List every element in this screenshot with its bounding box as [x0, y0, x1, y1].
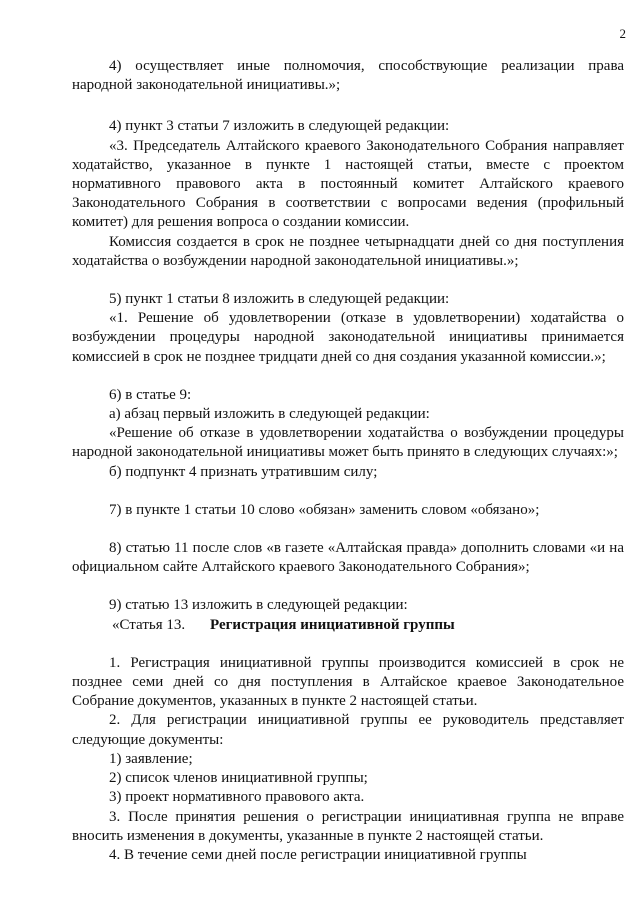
paragraph: 9) статью 13 изложить в следующей редакции:: [109, 597, 408, 614]
paragraph: 3. После принятия решения о регистрации инициативная группа не вправе вносить изменения в документы, указанные в пункте 2 настоящей статьи.: [72, 808, 624, 844]
paragraph: 1. Регистрация инициативной группы производится комиссией в срок не позднее семи дней со дня поступления в Алтайское краевое Законодательное Собрание документов, указанных в пункте 2 настоящей статьи.: [72, 654, 624, 710]
paragraph: 4) осуществляет иные полномочия, способствующие реализации права народной законодательной инициативы.»;: [72, 58, 624, 94]
article-heading-number: «Статья 13.: [112, 616, 186, 633]
page-number: 2: [619, 26, 626, 41]
paragraph: 5) пункт 1 статьи 8 изложить в следующей редакции:: [109, 291, 450, 308]
paragraph: «3. Председатель Алтайского краевого Законодательного Собрания направляет ходатайство, указанное в пункте 1 настоящей статьи, вместе с проектом нормативного правового акта в постоянный комитет Алтайского краевого Законодательного Собрания в соответствии с вопросами ведения (профильный комитет) для решения вопроса о создании комиссии.: [72, 137, 624, 231]
paragraph: 1) заявление;: [109, 750, 193, 767]
paragraph: 4. В течение семи дней после регистрации инициативной группы: [109, 846, 527, 863]
paragraph: 4) пункт 3 статьи 7 изложить в следующей редакции:: [109, 118, 450, 135]
paragraph: б) подпункт 4 признать утратившим силу;: [109, 463, 378, 480]
article-heading: [72, 616, 624, 635]
paragraph: «1. Решение об удовлетворении (отказе в удовлетворении) ходатайства о возбуждении процедуры народной законодательной инициативы принимается комиссией в срок не позднее тридцати дней со дня создания указанной комиссии.»;: [72, 310, 624, 365]
paragraph: Комиссия создается в срок не позднее четырнадцати дней со дня поступления ходатайства о возбуждении народной законодательной инициативы.»;: [72, 233, 624, 269]
paragraph: 6) в статье 9:: [109, 386, 192, 403]
paragraph: 2. Для регистрации инициативной группы ее руководитель представляет следующие документы:: [72, 712, 624, 748]
paragraph: 3) проект нормативного правового акта.: [109, 789, 365, 806]
article-heading-title: Регистрация инициативной группы: [210, 616, 455, 633]
paragraph: а) абзац первый изложить в следующей редакции:: [109, 406, 430, 423]
document-body: [72, 57, 624, 865]
paragraph: 8) статью 11 после слов «в газете «Алтайская правда» дополнить словами «и на официальном сайте Алтайского краевого Законодательного Собрания»;: [72, 540, 624, 576]
paragraph: «Решение об отказе в удовлетворении ходатайства о возбуждении процедуры народной законодательной инициативы может быть принято в следующих случаях:»;: [72, 425, 624, 461]
paragraph: 2) список членов инициативной группы;: [109, 770, 368, 787]
paragraph: 7) в пункте 1 статьи 10 слово «обязан» заменить словом «обязано»;: [109, 501, 540, 518]
